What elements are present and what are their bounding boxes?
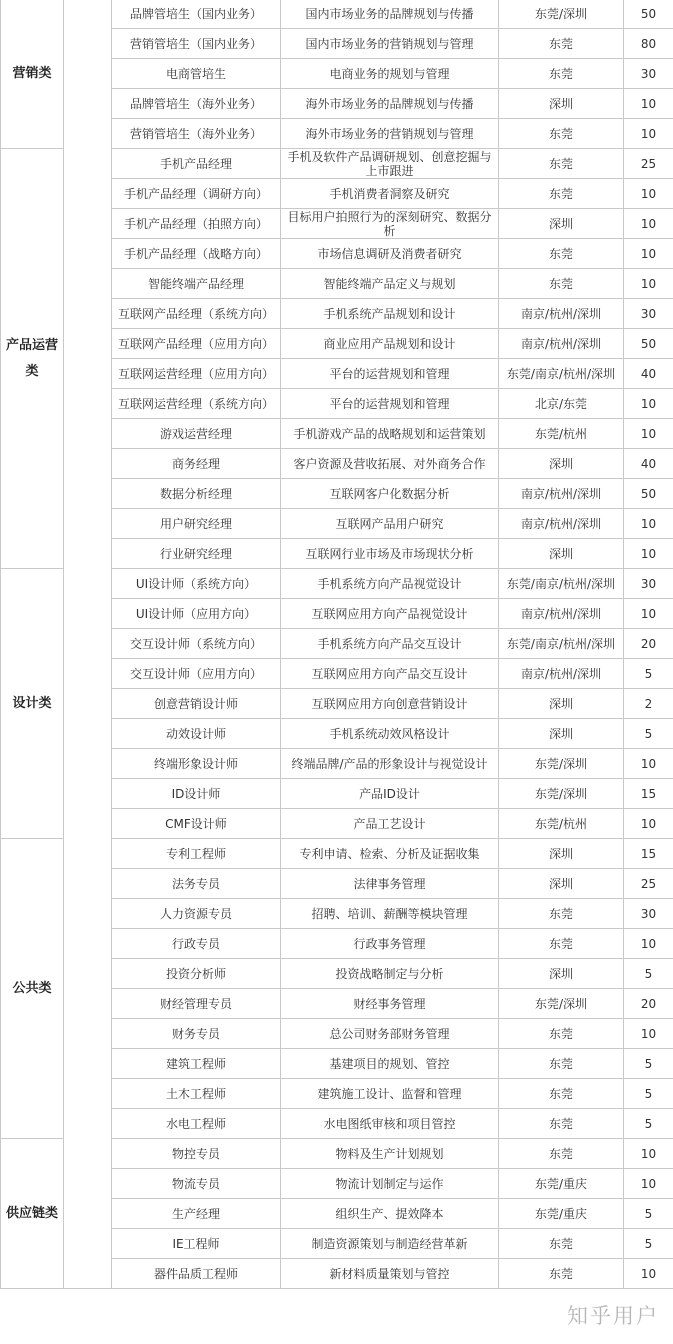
position-cell: UI设计师（系统方向）: [112, 569, 281, 599]
description-cell: 手机系统动效风格设计: [281, 719, 499, 749]
table-body: [1, 0, 673, 1289]
position-cell: 营销管培生（海外业务）: [112, 119, 281, 149]
location-cell: 深圳: [499, 449, 624, 479]
location-cell: 东莞: [499, 1079, 624, 1109]
location-cell: 东莞/杭州: [499, 809, 624, 839]
description-cell: 手机消费者洞察及研究: [281, 179, 499, 209]
headcount-cell: 15: [624, 779, 673, 809]
location-cell: 深圳: [499, 719, 624, 749]
headcount-cell: 25: [624, 869, 673, 899]
position-cell: 互联网产品经理（应用方向）: [112, 329, 281, 359]
position-cell: 人力资源专员: [112, 899, 281, 929]
location-cell: 深圳: [499, 89, 624, 119]
position-cell: 生产经理: [112, 1199, 281, 1229]
location-cell: 东莞: [499, 59, 624, 89]
headcount-cell: 25: [624, 149, 673, 179]
position-cell: 营销管培生（国内业务）: [112, 29, 281, 59]
description-cell: 基建项目的规划、管控: [281, 1049, 499, 1079]
location-cell: 东莞: [499, 1259, 624, 1289]
position-cell: 法务专员: [112, 869, 281, 899]
category-cell: 产品运营类: [1, 149, 64, 569]
headcount-cell: 5: [624, 1229, 673, 1259]
location-cell: 深圳: [499, 869, 624, 899]
location-cell: 东莞/重庆: [499, 1169, 624, 1199]
location-cell: 东莞: [499, 1139, 624, 1169]
description-cell: 互联网产品用户研究: [281, 509, 499, 539]
position-cell: 交互设计师（系统方向）: [112, 629, 281, 659]
description-cell: 商业应用产品规划和设计: [281, 329, 499, 359]
location-cell: 深圳: [499, 959, 624, 989]
position-cell: IE工程师: [112, 1229, 281, 1259]
description-cell: 手机游戏产品的战略规划和运营策划: [281, 419, 499, 449]
position-cell: 交互设计师（应用方向）: [112, 659, 281, 689]
description-cell: 互联网行业市场及市场现状分析: [281, 539, 499, 569]
headcount-cell: 30: [624, 59, 673, 89]
headcount-cell: 5: [624, 659, 673, 689]
position-cell: 商务经理: [112, 449, 281, 479]
description-cell: 物流计划制定与运作: [281, 1169, 499, 1199]
position-cell: 互联网运营经理（应用方向）: [112, 359, 281, 389]
position-cell: 投资分析师: [112, 959, 281, 989]
position-cell: 专利工程师: [112, 839, 281, 869]
description-cell: 终端品牌/产品的形象设计与视觉设计: [281, 749, 499, 779]
location-cell: 东莞/深圳: [499, 779, 624, 809]
category-cell: 设计类: [1, 569, 64, 839]
location-cell: 深圳: [499, 689, 624, 719]
location-cell: 东莞: [499, 119, 624, 149]
headcount-cell: 40: [624, 359, 673, 389]
description-cell: 市场信息调研及消费者研究: [281, 239, 499, 269]
location-cell: 东莞: [499, 239, 624, 269]
headcount-cell: 20: [624, 629, 673, 659]
position-cell: 建筑工程师: [112, 1049, 281, 1079]
position-cell: 手机产品经理（战略方向）: [112, 239, 281, 269]
description-cell: 物料及生产计划规划: [281, 1139, 499, 1169]
location-cell: 东莞/深圳: [499, 749, 624, 779]
headcount-cell: 10: [624, 119, 673, 149]
position-cell: 互联网产品经理（系统方向）: [112, 299, 281, 329]
location-cell: 东莞: [499, 29, 624, 59]
headcount-cell: 15: [624, 839, 673, 869]
description-cell: 海外市场业务的品牌规划与传播: [281, 89, 499, 119]
location-cell: 东莞/重庆: [499, 1199, 624, 1229]
position-cell: 用户研究经理: [112, 509, 281, 539]
description-cell: 行政事务管理: [281, 929, 499, 959]
headcount-cell: 10: [624, 239, 673, 269]
position-cell: 终端形象设计师: [112, 749, 281, 779]
description-cell: 新材料质量策划与管控: [281, 1259, 499, 1289]
location-cell: 南京/杭州/深圳: [499, 659, 624, 689]
headcount-cell: 10: [624, 509, 673, 539]
category-cell: 营销类: [1, 0, 64, 149]
location-cell: 东莞: [499, 179, 624, 209]
description-cell: 建筑施工设计、监督和管理: [281, 1079, 499, 1109]
position-cell: 物控专员: [112, 1139, 281, 1169]
headcount-cell: 10: [624, 89, 673, 119]
description-cell: 目标用户拍照行为的深刻研究、数据分析: [281, 209, 499, 239]
location-cell: 东莞: [499, 1049, 624, 1079]
description-cell: 制造资源策划与制造经营革新: [281, 1229, 499, 1259]
description-cell: 手机系统方向产品交互设计: [281, 629, 499, 659]
headcount-cell: 40: [624, 449, 673, 479]
location-cell: 东莞/南京/杭州/深圳: [499, 569, 624, 599]
description-cell: 产品ID设计: [281, 779, 499, 809]
position-cell: 电商管培生: [112, 59, 281, 89]
position-cell: 手机产品经理: [112, 149, 281, 179]
headcount-cell: 10: [624, 749, 673, 779]
description-cell: 水电图纸审核和项目管控: [281, 1109, 499, 1139]
position-cell: 品牌管培生（海外业务）: [112, 89, 281, 119]
location-cell: 南京/杭州/深圳: [499, 599, 624, 629]
description-cell: 总公司财务部财务管理: [281, 1019, 499, 1049]
headcount-cell: 5: [624, 1199, 673, 1229]
table-row: [1, 0, 673, 29]
location-cell: 南京/杭州/深圳: [499, 299, 624, 329]
description-cell: 平台的运营规划和管理: [281, 359, 499, 389]
headcount-cell: 10: [624, 1259, 673, 1289]
headcount-cell: 30: [624, 899, 673, 929]
description-cell: 互联网客户化数据分析: [281, 479, 499, 509]
headcount-cell: 10: [624, 1139, 673, 1169]
location-cell: 南京/杭州/深圳: [499, 329, 624, 359]
headcount-cell: 5: [624, 1109, 673, 1139]
position-cell: 智能终端产品经理: [112, 269, 281, 299]
headcount-cell: 10: [624, 389, 673, 419]
headcount-cell: 10: [624, 209, 673, 239]
location-cell: 深圳: [499, 539, 624, 569]
blank-column: [64, 0, 112, 1289]
description-cell: 互联网应用方向产品交互设计: [281, 659, 499, 689]
description-cell: 手机及软件产品调研规划、创意挖掘与上市跟进: [281, 149, 499, 179]
description-cell: 国内市场业务的品牌规划与传播: [281, 0, 499, 29]
headcount-cell: 10: [624, 1169, 673, 1199]
description-cell: 海外市场业务的营销规划与管理: [281, 119, 499, 149]
position-cell: 品牌管培生（国内业务）: [112, 0, 281, 29]
position-cell: 动效设计师: [112, 719, 281, 749]
description-cell: 法律事务管理: [281, 869, 499, 899]
position-cell: CMF设计师: [112, 809, 281, 839]
location-cell: 东莞: [499, 899, 624, 929]
description-cell: 财经事务管理: [281, 989, 499, 1019]
position-cell: 互联网运营经理（系统方向）: [112, 389, 281, 419]
headcount-cell: 20: [624, 989, 673, 1019]
location-cell: 东莞: [499, 1229, 624, 1259]
headcount-cell: 10: [624, 419, 673, 449]
location-cell: 东莞/南京/杭州/深圳: [499, 359, 624, 389]
description-cell: 国内市场业务的营销规划与管理: [281, 29, 499, 59]
location-cell: 东莞/杭州: [499, 419, 624, 449]
position-cell: 器件品质工程师: [112, 1259, 281, 1289]
location-cell: 深圳: [499, 839, 624, 869]
headcount-cell: 30: [624, 299, 673, 329]
headcount-cell: 5: [624, 1049, 673, 1079]
headcount-cell: 10: [624, 599, 673, 629]
headcount-cell: 80: [624, 29, 673, 59]
headcount-cell: 10: [624, 809, 673, 839]
description-cell: 组织生产、提效降本: [281, 1199, 499, 1229]
description-cell: 电商业务的规划与管理: [281, 59, 499, 89]
position-cell: 财务专员: [112, 1019, 281, 1049]
position-cell: 行政专员: [112, 929, 281, 959]
position-cell: UI设计师（应用方向）: [112, 599, 281, 629]
location-cell: 南京/杭州/深圳: [499, 509, 624, 539]
description-cell: 互联网应用方向创意营销设计: [281, 689, 499, 719]
description-cell: 互联网应用方向产品视觉设计: [281, 599, 499, 629]
headcount-cell: 30: [624, 569, 673, 599]
headcount-cell: 5: [624, 959, 673, 989]
category-cell: 供应链类: [1, 1139, 64, 1289]
headcount-cell: 2: [624, 689, 673, 719]
description-cell: 投资战略制定与分析: [281, 959, 499, 989]
location-cell: 深圳: [499, 209, 624, 239]
position-cell: 物流专员: [112, 1169, 281, 1199]
headcount-cell: 10: [624, 929, 673, 959]
location-cell: 东莞: [499, 149, 624, 179]
location-cell: 东莞: [499, 269, 624, 299]
description-cell: 平台的运营规划和管理: [281, 389, 499, 419]
headcount-cell: 5: [624, 1079, 673, 1109]
position-cell: 财经管理专员: [112, 989, 281, 1019]
position-cell: 游戏运营经理: [112, 419, 281, 449]
position-cell: 行业研究经理: [112, 539, 281, 569]
headcount-cell: 10: [624, 179, 673, 209]
description-cell: 智能终端产品定义与规划: [281, 269, 499, 299]
watermark: 知乎用户: [567, 1304, 659, 1328]
position-cell: 数据分析经理: [112, 479, 281, 509]
location-cell: 东莞/南京/杭州/深圳: [499, 629, 624, 659]
description-cell: 专利申请、检索、分析及证据收集: [281, 839, 499, 869]
description-cell: 招聘、培训、薪酬等模块管理: [281, 899, 499, 929]
description-cell: 手机系统方向产品视觉设计: [281, 569, 499, 599]
description-cell: 手机系统产品规划和设计: [281, 299, 499, 329]
description-cell: 客户资源及营收拓展、对外商务合作: [281, 449, 499, 479]
headcount-cell: 10: [624, 269, 673, 299]
location-cell: 东莞/深圳: [499, 989, 624, 1019]
headcount-cell: 50: [624, 329, 673, 359]
location-cell: 南京/杭州/深圳: [499, 479, 624, 509]
description-cell: 产品工艺设计: [281, 809, 499, 839]
location-cell: 东莞: [499, 929, 624, 959]
location-cell: 东莞: [499, 1019, 624, 1049]
position-cell: 水电工程师: [112, 1109, 281, 1139]
headcount-cell: 50: [624, 0, 673, 29]
location-cell: 北京/东莞: [499, 389, 624, 419]
headcount-cell: 10: [624, 1019, 673, 1049]
position-cell: ID设计师: [112, 779, 281, 809]
location-cell: 东莞/深圳: [499, 0, 624, 29]
position-cell: 手机产品经理（调研方向）: [112, 179, 281, 209]
position-cell: 土木工程师: [112, 1079, 281, 1109]
location-cell: 东莞: [499, 1109, 624, 1139]
headcount-cell: 50: [624, 479, 673, 509]
category-cell: 公共类: [1, 839, 64, 1139]
headcount-cell: 5: [624, 719, 673, 749]
position-cell: 手机产品经理（拍照方向）: [112, 209, 281, 239]
headcount-cell: 10: [624, 539, 673, 569]
position-cell: 创意营销设计师: [112, 689, 281, 719]
